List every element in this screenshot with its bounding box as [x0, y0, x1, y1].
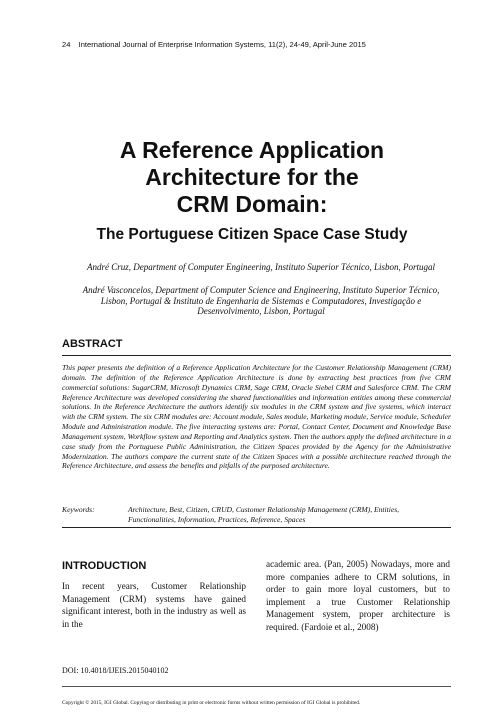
journal-citation: International Journal of Enterprise Information Systems, 11(2), 24-49, April-June 2015	[78, 40, 366, 49]
abstract-bottom-rule	[62, 527, 451, 528]
intro-left-column: In recent years, Customer Relationship Management (CRM) systems have gained significant interest, both in the industry as well as in the	[62, 581, 246, 629]
copyright-notice: Copyright © 2015, IGI Global. Copying or distributing in print or electronic forms without written permission of IGI Global is prohibited.	[62, 700, 361, 706]
abstract-text: This paper presents the definition of a Reference Application Architecture for the Customer Relationship Management (CRM) domain. The definition of the Reference Application Architecture is done by extracting best practices from five CRM commercial solutions: SugarCRM, Microsoft Dynamics CRM, Sage CRM, Oracle Siebel CRM and Salesforce CRM. The CRM Reference Architecture was developed considering the shared functionalities and information entities among these commercial solutions. In the Reference Architecture the authors identify six modules in the CRM system and five systems, which interact with the CRM system. The six CRM modules are: Account module, Sales module, Marketing module, Service module, Scheduler Module and Administration module. The five interacting systems are: Portal, Contact Center, Document and Knowledge Base Management system, Workflow system and Reporting and Analytics system. Then the authors apply the defined architecture in a case study from the Portuguese Public Administration, the Citizen Spaces provided by the Agency for the Administrative Modernization. The authors compare the current state of the Citizen Spaces with a possible architecture reached through the Reference Architecture, and assess the benefits and pitfalls of the purposed architecture.	[62, 363, 451, 471]
paper-title	[0, 137, 504, 218]
abstract-heading: ABSTRACT	[62, 338, 123, 350]
introduction-heading: INTRODUCTION	[62, 560, 147, 572]
author-affiliation-1: André Cruz, Department of Computer Engineering, Instituto Superior Técnico, Lisbon, Portugal	[87, 262, 435, 272]
page-number: 24	[62, 40, 71, 49]
doi: DOI: 10.4018/IJEIS.2015040102	[62, 666, 169, 675]
keywords-label: Keywords:	[62, 505, 95, 514]
title-line-2: Architecture for the	[145, 164, 359, 190]
footer-rule	[62, 686, 451, 687]
abstract-top-rule	[62, 355, 451, 356]
intro-right-column: academic area. (Pan, 2005) Nowadays, more and more companies adhere to CRM solutions, in order to gain more loyal customers, but to implement a true Customer Relationship Management system, proper architecture is required. (Fardoie et al., 2008)	[266, 559, 450, 632]
title-line-3: CRM Domain:	[176, 191, 328, 217]
author-affiliation-2: André Vasconcelos, Department of Computer Science and Engineering, Instituto Superior Técnico, Lisbon, Portugal & Instituto de Engenharia de Sistemas e Computadores, Investigação e Desenvolvimento, Lisbon, Portugal	[82, 285, 440, 316]
keywords-list: Architecture, Best, Citizen, CRUD, Customer Relationship Management (CRM), Entities, Functionalities, Information, Practices, Reference, Spaces	[128, 505, 400, 524]
running-header	[62, 40, 366, 49]
title-line-1: A Reference Application	[119, 137, 385, 163]
paper-subtitle: The Portuguese Citizen Space Case Study	[96, 226, 408, 243]
